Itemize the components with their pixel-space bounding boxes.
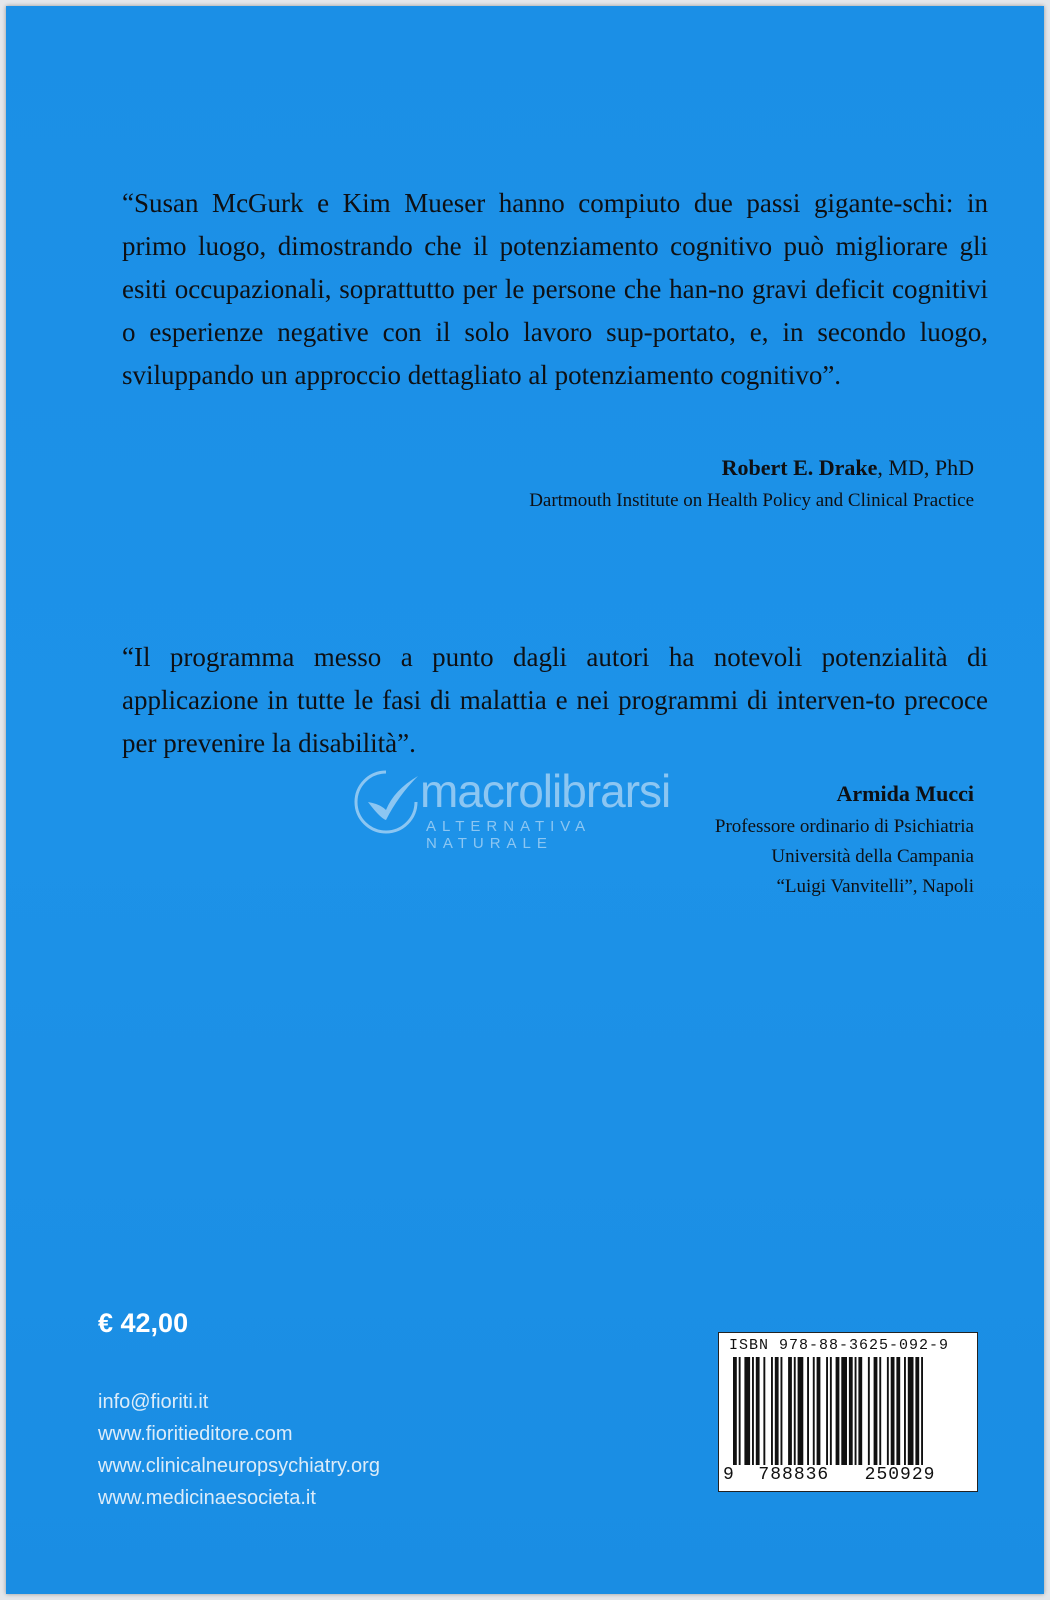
contact-website: www.clinicalneuropsychiatry.org — [98, 1455, 380, 1477]
author-affiliation-university: Università della Campania — [771, 846, 974, 867]
contact-email: info@fioriti.it — [98, 1391, 209, 1413]
author-title: , MD, PhD — [877, 455, 974, 480]
author-line — [529, 450, 974, 486]
author-name: Robert E. Drake — [721, 455, 878, 480]
isbn-label: ISBN 978-88-3625-092-9 — [729, 1337, 950, 1354]
price: € 42,00 — [98, 1308, 189, 1338]
attribution-drake — [529, 450, 974, 516]
leaf-logo-icon — [346, 762, 426, 842]
author-name: Armida Mucci — [836, 781, 974, 806]
attribution-mucci — [715, 776, 974, 902]
isbn-barcode — [718, 1332, 978, 1492]
back-cover — [6, 6, 1044, 1594]
contact-website: www.medicinaesocieta.it — [98, 1487, 316, 1509]
author-affiliation: Dartmouth Institute on Health Policy and Clinical Practice — [529, 490, 974, 511]
watermark-tagline: ALTERNATIVA NATURALE — [426, 818, 591, 852]
ean-group-left: 788836 — [758, 1465, 830, 1485]
barcode-bars-icon — [733, 1357, 965, 1465]
watermark — [346, 762, 706, 852]
ean-group-right: 250929 — [864, 1465, 936, 1485]
ean-first-digit: 9 — [723, 1465, 735, 1485]
watermark-brand: macrolibrarsi — [420, 765, 671, 817]
author-line — [715, 776, 974, 812]
author-affiliation-role: Professore ordinario di Psichiatria — [714, 816, 974, 837]
ean-digits — [723, 1465, 973, 1485]
contact-website: www.fioritieditore.com — [98, 1423, 293, 1445]
publisher-contacts — [98, 1386, 380, 1514]
quote-drake: “Susan McGurk e Kim Mueser hanno compiuto due passi gigante-schi: in primo luogo, dimostrando che il potenziamento cognitivo può migliorare gli esiti occupazionali, soprattutto per le persone che han-no gravi deficit cognitivi o esperienze negative con il solo lavoro sup-portato, e, in secondo luogo, sviluppando un approccio dettagliato al potenziamento cognitivo”. — [122, 188, 988, 390]
author-affiliation-location: “Luigi Vanvitelli”, Napoli — [776, 876, 974, 897]
quote-mucci: “Il programma messo a punto dagli autori ha notevoli potenzialità di applicazione in tutte le fasi di malattia e nei programmi di interven-to precoce per prevenire la disabilità”. — [122, 642, 988, 758]
